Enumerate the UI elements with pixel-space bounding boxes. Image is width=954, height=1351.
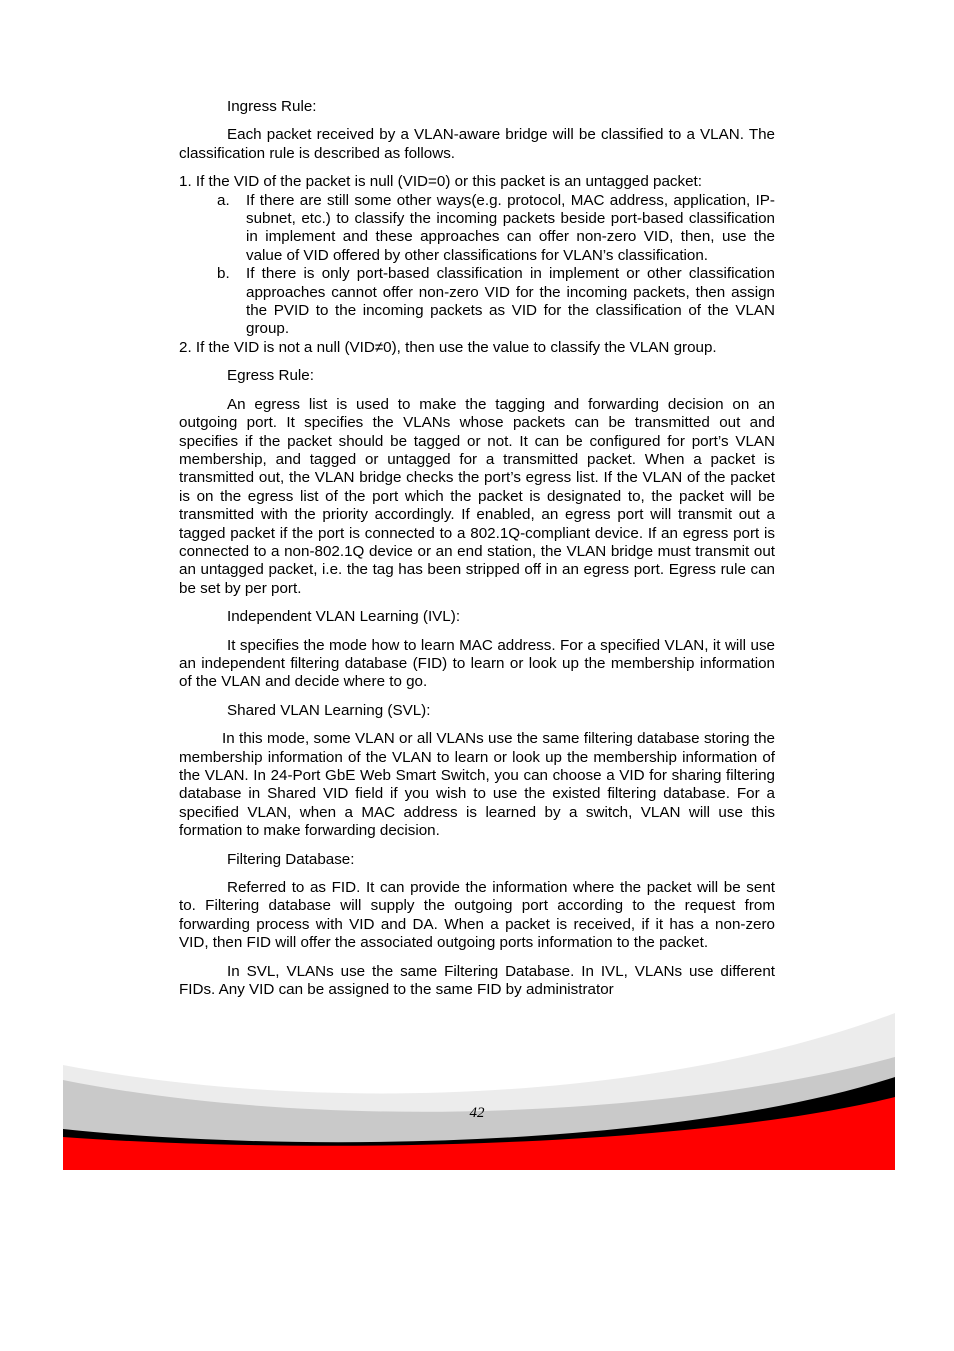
footer-swoosh-graphic — [63, 1005, 895, 1170]
egress-rule-paragraph: An egress list is used to make the tagging and forwarding decision on an outgoing port. It specifies the VLANs whose packets can be transmitted out and specifies if the packet should be tagged or not. It can be configured for port’s VLAN membership, and tagged or untagged for a transmitted packet. When a packet is transmitted out, the VLAN bridge checks the port’s egress list. If the VLAN of the packet is on the egress list of the port which the packet is designated to, the packet will be transmitted with the priority accordingly. If enabled, an egress port will transmit out a tagged packet if the port is connected to a 802.1Q-compliant device. If an egress port is connected to a non-802.1Q device or an end station, the VLAN bridge must transmit out an untagged packet, i.e. the tag has been stripped off in an egress port. Egress rule can be set by per port. — [179, 395, 775, 597]
rule-1: 1. If the VID of the packet is null (VID=0) or this packet is an untagged packet: — [179, 173, 702, 191]
rule-1-item-a — [217, 192, 775, 266]
egress-rule-heading: Egress Rule: — [227, 367, 314, 385]
rule-1-item-a-text: If there are still some other ways(e.g. protocol, MAC address, application, IP-subnet, etc.) to classify the incoming packets beside port-based classification in implement and these approaches can offer non-zero VID, then, use the value of VID offered by other classifications for VLAN’s classification. — [246, 191, 775, 264]
filtering-database-paragraph-2: In SVL, VLANs use the same Filtering Database. In IVL, VLANs use different FIDs. Any VID can be assigned to the same FID by administrator — [179, 962, 775, 999]
filtering-database-heading: Filtering Database: — [227, 850, 355, 868]
rule-1-sublist — [217, 192, 775, 339]
ivl-paragraph: It specifies the mode how to learn MAC address. For a specified VLAN, it will use an independent filtering database (FID) to learn or look up the membership information of the VLAN and decide where to go. — [179, 636, 775, 691]
svl-paragraph: In this mode, some VLAN or all VLANs use the same filtering database storing the membership information of the VLAN to learn or look up the membership information of the VLAN. In 24-Port GbE Web Smart Switch, you can choose a VID for sharing filtering database in Shared VID field if you wish to use the existed filtering database. For a specified VLAN, when a MAC address is learned by a switch, VLAN will use this formation to make forwarding decision. — [179, 730, 775, 840]
rule-1-item-b-marker: b. — [217, 265, 230, 283]
rule-1-item-a-marker: a. — [217, 191, 230, 209]
rule-1-item-b-text: If there is only port-based classification in implement or other classification approaches cannot offer non-zero VID for the incoming packets, then assign the PVID to the incoming packets as VID for the classification of the VLAN group. — [246, 265, 775, 338]
ivl-heading: Independent VLAN Learning (IVL): — [227, 608, 461, 626]
ingress-rule-paragraph: Each packet received by a VLAN-aware bridge will be classified to a VLAN. The classification rule is described as follows. — [179, 126, 775, 162]
page-number: 42 — [469, 1105, 485, 1121]
svl-heading: Shared VLAN Learning (SVL): — [227, 701, 431, 719]
page-content — [179, 98, 775, 1009]
ingress-rule-heading: Ingress Rule: — [227, 98, 317, 115]
filtering-database-paragraph: Referred to as FID. It can provide the information where the packet will be sent to. Filtering database will supply the outgoing port according to the request from forwarding process with VID and DA. When a packet is received, if it has a non-zero VID, then FID will offer the associated outgoing ports information to the packet. — [179, 879, 775, 952]
rule-1-item-b — [217, 265, 775, 339]
rule-2: 2. If the VID is not a null (VID≠0), then use the value to classify the VLAN group. — [179, 338, 717, 356]
